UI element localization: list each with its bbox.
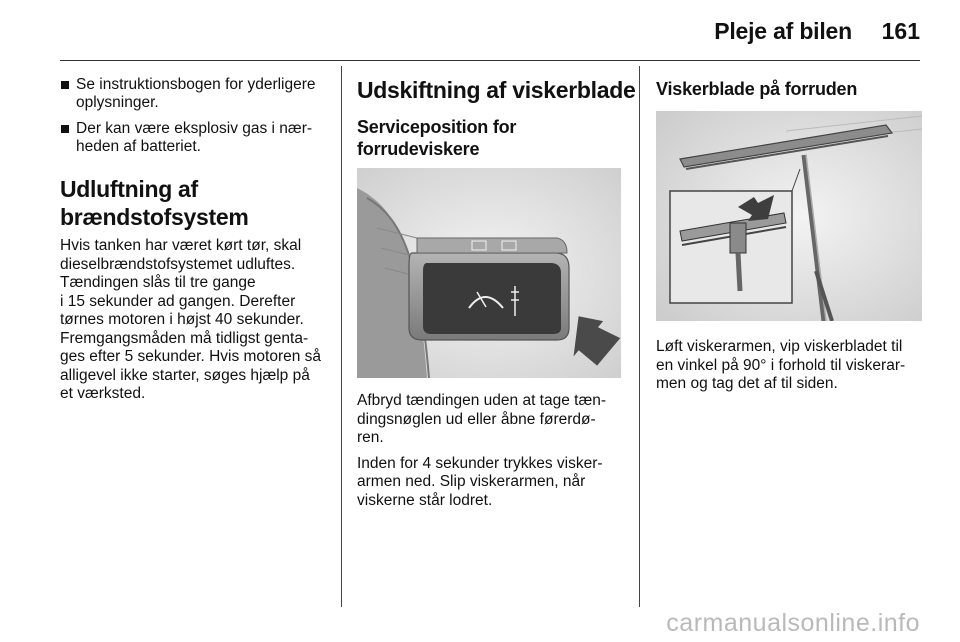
header-divider [60, 60, 920, 61]
bullet-text-line: Se instruktionsbogen for yderligere [76, 76, 316, 93]
column-1 [60, 76, 330, 404]
page-header-title: Pleje af bilen [714, 18, 852, 44]
wiper-blade-drawing [656, 111, 922, 321]
section-heading-windshield-blades: Viskerblade på forruden [656, 79, 858, 99]
paragraph-lift-wiper-arm: Løft viskerarmen, vip viskerbladet til en vinkel på 90° i forhold til viskerar- men og tag det af til siden. [656, 338, 906, 392]
wiper-blade-illustration [656, 111, 922, 321]
section-body-fuel-system: Hvis tanken har været kørt tør, skal dieselbrændstofsystemet udluftes. Tændingen slås til tre gange i 15 sekunder ad gangen. Derefter tørnes motoren i højst 40 sekunder. Fremgangsmåden må tidligst genta- ges efter 5 sekunder. Hvis motoren så alligevel ikke starter, søges hjælp på et værksted. [60, 237, 322, 402]
subheading-service-position: Serviceposition for forrudeviskere [357, 117, 517, 159]
bullet-square-icon [61, 81, 69, 89]
column-divider-2 [639, 66, 640, 607]
paragraph-press-wiper-arm: Inden for 4 sekunder trykkes visker- armen ned. Slip viskerarmen, når viskerne står lodret. [357, 454, 603, 509]
section-heading-fuel-system: Udluftning af brændstofsystem [60, 176, 249, 230]
paragraph-ignition: Afbryd tændingen uden at tage tæn- dingsnøglen ud eller åbne førerdø- ren. [357, 392, 607, 446]
column-3 [656, 76, 922, 394]
column-divider-1 [341, 66, 342, 607]
page-number: 161 [881, 18, 920, 44]
wiper-stalk-drawing [357, 168, 621, 378]
watermark: carmanualsonline.info [666, 609, 920, 637]
wiper-stalk-illustration [357, 168, 621, 378]
bullet-text-line: Der kan være eksplosiv gas i nær- [76, 120, 313, 137]
bullet-item [60, 76, 330, 112]
bullet-item [60, 120, 330, 156]
bullet-text-line: oplysninger. [76, 94, 159, 111]
bullet-square-icon [61, 125, 69, 133]
section-heading-wiper-blades: Udskiftning af viskerblade [357, 77, 636, 103]
column-2 [357, 76, 636, 510]
bullet-text-line: heden af batteriet. [76, 138, 201, 155]
